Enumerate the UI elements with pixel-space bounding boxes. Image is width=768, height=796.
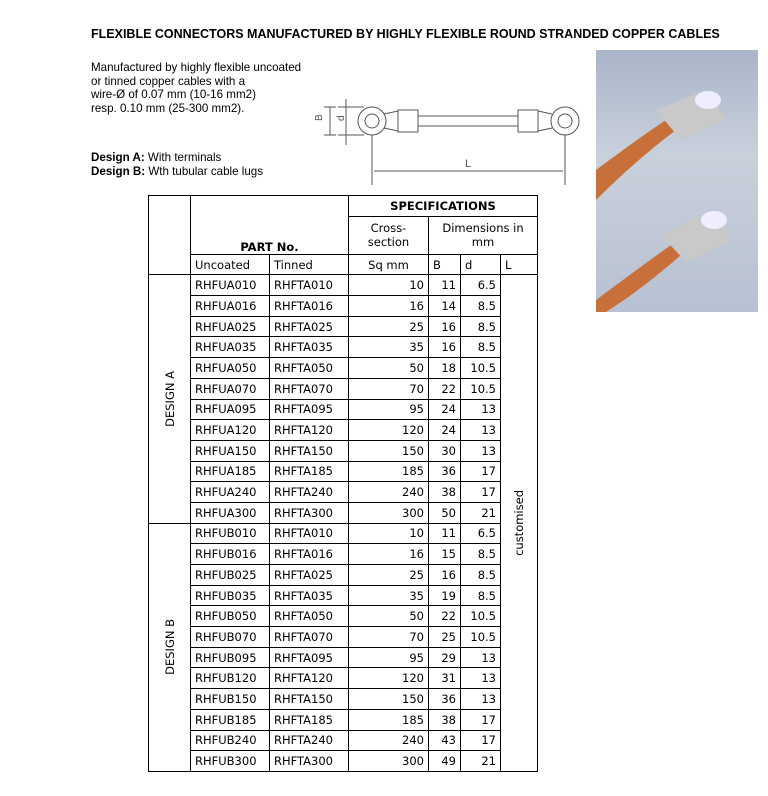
design-legend	[91, 151, 263, 178]
diagram-label-d: d	[336, 115, 347, 121]
design-group-label	[149, 275, 191, 523]
l-header: L	[501, 254, 538, 275]
specifications-table	[148, 195, 538, 772]
table-row	[149, 275, 538, 296]
table-row	[149, 544, 538, 565]
diagram-label-b: B	[314, 114, 325, 121]
tinned-header: Tinned	[270, 254, 349, 275]
cross-section-value: 70	[349, 627, 429, 648]
description-line: resp. 0.10 mm (25-300 mm2).	[91, 101, 245, 115]
tinned-part: RHFTA240	[270, 482, 349, 503]
description-line: wire-Ø of 0.07 mm (10-16 mm2)	[91, 88, 256, 101]
d-value: 6.5	[461, 275, 501, 296]
design-header-blank	[149, 196, 191, 275]
tinned-part: RHFTA035	[270, 337, 349, 358]
d-value: 10.5	[461, 378, 501, 399]
tinned-part: RHFTA010	[270, 275, 349, 296]
table-row	[149, 358, 538, 379]
table-row	[149, 709, 538, 730]
b-value: 50	[429, 502, 461, 523]
design-group-text: DESIGN A	[162, 371, 177, 427]
tinned-part: RHFTA300	[270, 751, 349, 772]
b-value: 29	[429, 647, 461, 668]
d-value: 13	[461, 668, 501, 689]
design-b-text: Wth tubular cable lugs	[145, 164, 264, 178]
d-value: 8.5	[461, 316, 501, 337]
table-row	[149, 316, 538, 337]
uncoated-part: RHFUA095	[191, 399, 270, 420]
tinned-part: RHFTA025	[270, 565, 349, 586]
d-value: 6.5	[461, 523, 501, 544]
table-row	[149, 502, 538, 523]
uncoated-part: RHFUA240	[191, 482, 270, 503]
tinned-part: RHFTA050	[270, 606, 349, 627]
dimensions-line: Dimensions in	[442, 221, 524, 236]
design-group-text: DESIGN B	[162, 619, 177, 676]
d-value: 8.5	[461, 544, 501, 565]
b-header: B	[429, 254, 461, 275]
tinned-part: RHFTA050	[270, 358, 349, 379]
cross-section-value: 150	[349, 440, 429, 461]
b-value: 22	[429, 378, 461, 399]
d-value: 8.5	[461, 337, 501, 358]
cross-section-value: 240	[349, 730, 429, 751]
tinned-part: RHFTA095	[270, 647, 349, 668]
d-value: 8.5	[461, 296, 501, 317]
uncoated-part: RHFUA185	[191, 461, 270, 482]
cross-section-value: 35	[349, 585, 429, 606]
l-value: customised	[512, 490, 526, 557]
d-value: 21	[461, 502, 501, 523]
b-value: 24	[429, 420, 461, 441]
uncoated-part: RHFUB035	[191, 585, 270, 606]
uncoated-part: RHFUA035	[191, 337, 270, 358]
tinned-part: RHFTA300	[270, 502, 349, 523]
design-a-line	[91, 151, 263, 165]
cross-section-value: 95	[349, 647, 429, 668]
cross-section-line: Cross-	[370, 221, 407, 236]
design-a-label: Design A:	[91, 151, 145, 164]
uncoated-part: RHFUA050	[191, 358, 270, 379]
d-value: 17	[461, 730, 501, 751]
table-row	[149, 296, 538, 317]
b-value: 36	[429, 461, 461, 482]
cross-section-value: 300	[349, 751, 429, 772]
tinned-part: RHFTA016	[270, 544, 349, 565]
tinned-part: RHFTA185	[270, 709, 349, 730]
uncoated-part: RHFUB050	[191, 606, 270, 627]
part-no-header: PART No.	[191, 196, 349, 255]
design-a-text: With terminals	[144, 151, 222, 164]
tinned-part: RHFTA120	[270, 668, 349, 689]
d-value: 13	[461, 399, 501, 420]
uncoated-part: RHFUB120	[191, 668, 270, 689]
sq-mm-header: Sq mm	[349, 254, 429, 275]
b-value: 36	[429, 689, 461, 710]
table-row	[149, 482, 538, 503]
uncoated-part: RHFUB010	[191, 523, 270, 544]
table-row	[149, 751, 538, 772]
uncoated-part: RHFUB240	[191, 730, 270, 751]
d-value: 17	[461, 461, 501, 482]
table-row	[149, 440, 538, 461]
table-row	[149, 399, 538, 420]
d-value: 13	[461, 420, 501, 441]
cross-section-value: 185	[349, 709, 429, 730]
b-value: 11	[429, 523, 461, 544]
cross-section-value: 240	[349, 482, 429, 503]
cross-section-value: 35	[349, 337, 429, 358]
d-value: 13	[461, 647, 501, 668]
d-header: d	[461, 254, 501, 275]
table-row	[149, 689, 538, 710]
cross-section-value: 120	[349, 668, 429, 689]
tinned-part: RHFTA095	[270, 399, 349, 420]
design-b-label: Design B:	[91, 164, 146, 178]
uncoated-part: RHFUB150	[191, 689, 270, 710]
tinned-part: RHFTA025	[270, 316, 349, 337]
b-value: 31	[429, 668, 461, 689]
cross-section-line: section	[367, 235, 410, 250]
dimensions-header	[429, 216, 538, 254]
description-line: or tinned copper cables with a	[91, 74, 246, 88]
table-row	[149, 378, 538, 399]
tinned-part: RHFTA070	[270, 378, 349, 399]
uncoated-part: RHFUB016	[191, 544, 270, 565]
uncoated-part: RHFUA120	[191, 420, 270, 441]
cross-section-value: 50	[349, 358, 429, 379]
design-b-line	[91, 165, 263, 179]
table-row	[149, 627, 538, 648]
tinned-part: RHFTA185	[270, 461, 349, 482]
uncoated-part: RHFUA300	[191, 502, 270, 523]
cross-section-value: 300	[349, 502, 429, 523]
uncoated-part: RHFUA070	[191, 378, 270, 399]
table-row	[149, 606, 538, 627]
b-value: 30	[429, 440, 461, 461]
product-photo	[596, 50, 758, 312]
uncoated-part: RHFUA025	[191, 316, 270, 337]
d-value: 10.5	[461, 606, 501, 627]
dimensions-line: mm	[471, 235, 495, 250]
d-value: 17	[461, 709, 501, 730]
tinned-part: RHFTA240	[270, 730, 349, 751]
cross-section-value: 50	[349, 606, 429, 627]
l-value-cell	[501, 275, 538, 772]
tinned-part: RHFTA150	[270, 440, 349, 461]
cross-section-value: 10	[349, 275, 429, 296]
cross-section-value: 16	[349, 296, 429, 317]
b-value: 19	[429, 585, 461, 606]
b-value: 14	[429, 296, 461, 317]
tinned-part: RHFTA150	[270, 689, 349, 710]
table-row	[149, 730, 538, 751]
cross-section-header	[349, 216, 429, 254]
description-line: Manufactured by highly flexible uncoated	[91, 61, 302, 74]
uncoated-part: RHFUB025	[191, 565, 270, 586]
d-value: 10.5	[461, 627, 501, 648]
specifications-header: SPECIFICATIONS	[349, 196, 538, 217]
cross-section-value: 150	[349, 689, 429, 710]
page-title: FLEXIBLE CONNECTORS MANUFACTURED BY HIGHLY FLEXIBLE ROUND STRANDED COPPER CABLES	[91, 27, 720, 41]
b-value: 43	[429, 730, 461, 751]
uncoated-part: RHFUA150	[191, 440, 270, 461]
b-value: 38	[429, 709, 461, 730]
cross-section-value: 70	[349, 378, 429, 399]
b-value: 16	[429, 337, 461, 358]
table-row	[149, 461, 538, 482]
table-row	[149, 668, 538, 689]
tinned-part: RHFTA070	[270, 627, 349, 648]
table-row	[149, 523, 538, 544]
table-row	[149, 337, 538, 358]
tinned-part: RHFTA016	[270, 296, 349, 317]
design-group-label	[149, 523, 191, 771]
b-value: 24	[429, 399, 461, 420]
uncoated-part: RHFUB185	[191, 709, 270, 730]
b-value: 25	[429, 627, 461, 648]
tinned-part: RHFTA010	[270, 523, 349, 544]
b-value: 22	[429, 606, 461, 627]
d-value: 8.5	[461, 585, 501, 606]
cross-section-value: 25	[349, 316, 429, 337]
cross-section-value: 95	[349, 399, 429, 420]
uncoated-part: RHFUB095	[191, 647, 270, 668]
b-value: 15	[429, 544, 461, 565]
b-value: 18	[429, 358, 461, 379]
d-value: 21	[461, 751, 501, 772]
d-value: 8.5	[461, 565, 501, 586]
uncoated-part: RHFUA010	[191, 275, 270, 296]
tinned-part: RHFTA035	[270, 585, 349, 606]
uncoated-header: Uncoated	[191, 254, 270, 275]
b-value: 16	[429, 316, 461, 337]
diagram-label-l: L	[465, 158, 472, 170]
copper-cable-illustration	[596, 50, 758, 312]
cross-section-value: 120	[349, 420, 429, 441]
uncoated-part: RHFUA016	[191, 296, 270, 317]
d-value: 10.5	[461, 358, 501, 379]
table-row	[149, 565, 538, 586]
d-value: 17	[461, 482, 501, 503]
b-value: 38	[429, 482, 461, 503]
d-value: 13	[461, 440, 501, 461]
table-row	[149, 420, 538, 441]
table-row	[149, 647, 538, 668]
cross-section-value: 10	[349, 523, 429, 544]
connector-diagram	[300, 95, 590, 185]
b-value: 16	[429, 565, 461, 586]
table-row	[149, 585, 538, 606]
uncoated-part: RHFUB300	[191, 751, 270, 772]
tinned-part: RHFTA120	[270, 420, 349, 441]
cross-section-value: 25	[349, 565, 429, 586]
d-value: 13	[461, 689, 501, 710]
b-value: 49	[429, 751, 461, 772]
b-value: 11	[429, 275, 461, 296]
cross-section-value: 185	[349, 461, 429, 482]
cross-section-value: 16	[349, 544, 429, 565]
uncoated-part: RHFUB070	[191, 627, 270, 648]
